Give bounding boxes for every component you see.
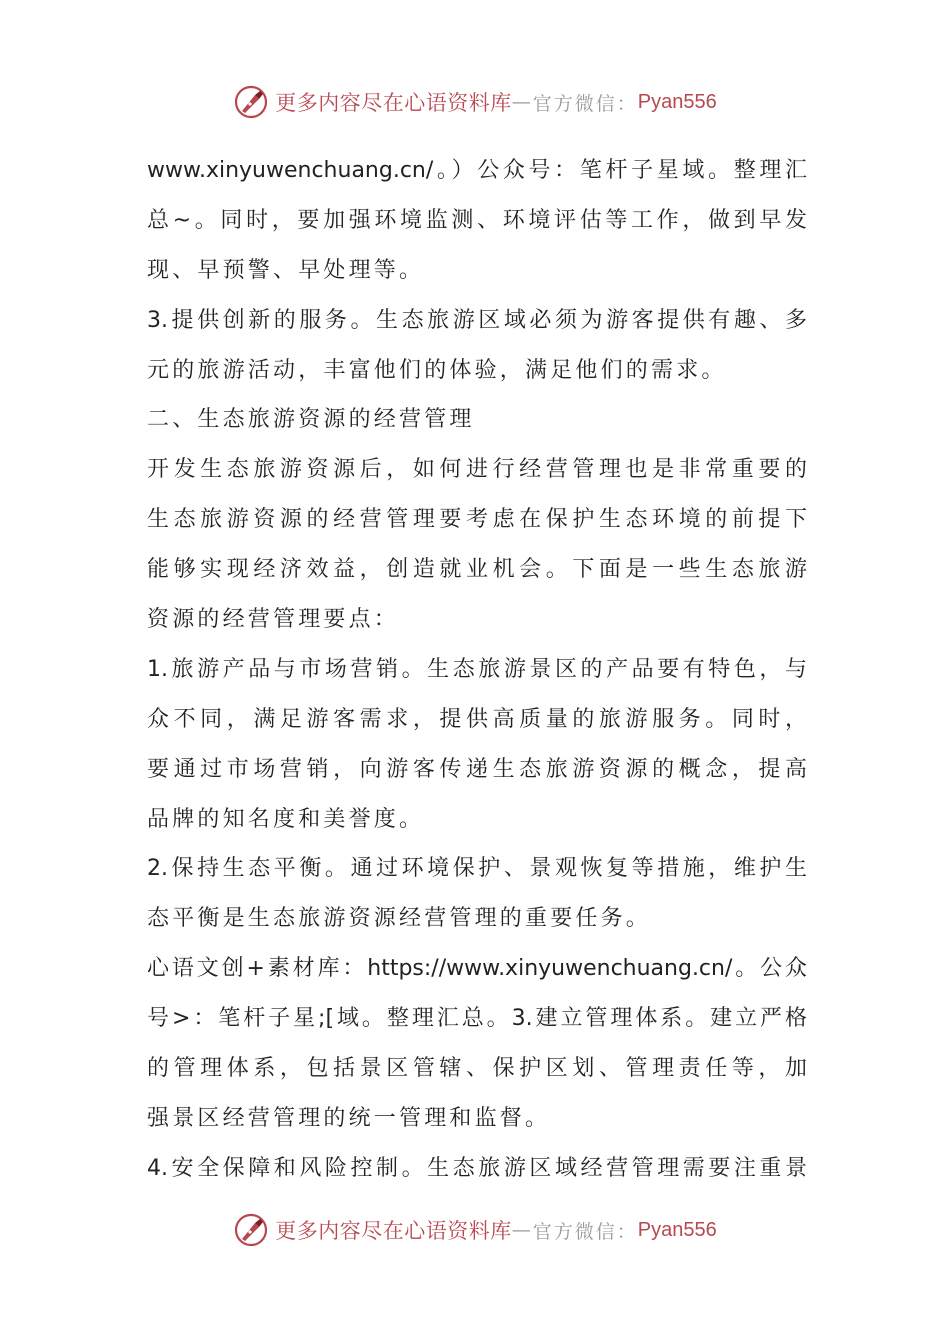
text-line-1: www.xinyuwenchuang.cn/。）公众号：笔杆子星域。整理汇 bbox=[147, 158, 807, 183]
text-line-15: 2.保持生态平衡。通过环境保护、景观恢复等措施，维护生 bbox=[147, 856, 807, 882]
text-line-19: 的管理体系，包括景区管辖、保护区划、管理责任等，加 bbox=[147, 1056, 807, 1082]
footer-banner-official-label: 官方微信： bbox=[532, 1220, 638, 1243]
text-line-12: 众不同，满足游客需求，提供高质量的旅游服务。同时， bbox=[147, 706, 807, 732]
text-line-13: 要通过市场营销，向游客传递生态旅游资源的概念，提高 bbox=[147, 756, 807, 782]
text-line-5: 元的旅游活动，丰富他们的体验，满足他们的需求。 bbox=[147, 357, 727, 383]
document-body bbox=[147, 146, 807, 1194]
pen-nib-logo-icon bbox=[233, 84, 269, 120]
text-line-18: 号>：笔杆子星;[域。整理汇总。3.建立管理体系。建立严格 bbox=[147, 1006, 807, 1032]
pen-nib-logo-icon bbox=[233, 1212, 269, 1248]
text-line-3: 现、早预警、早处理等。 bbox=[147, 257, 425, 283]
text-line-16: 态平衡是生态旅游资源经营管理的重要任务。 bbox=[147, 906, 652, 932]
text-line-11: 1.旅游产品与市场营销。生态旅游景区的产品要有特色，与 bbox=[147, 656, 807, 682]
text-line-2: 总~。同时，要加强环境监测、环境评估等工作，做到早发 bbox=[147, 207, 807, 233]
header-banner bbox=[0, 80, 950, 124]
text-line-10: 资源的经营管理要点： bbox=[147, 607, 400, 633]
footer-banner bbox=[0, 1208, 950, 1252]
text-line-7: 开发生态旅游资源后，如何进行经营管理也是非常重要的 bbox=[147, 457, 807, 483]
footer-banner-text: 更多内容尽在心语资料库 bbox=[275, 1219, 512, 1243]
text-line-21: 4.安全保障和风险控制。生态旅游区域经营管理需要注重景 bbox=[147, 1155, 807, 1181]
text-line-17: 心语文创+素材库：https://www.xinyuwenchuang.cn/。公众 bbox=[147, 956, 807, 982]
footer-banner-wechat-id: Pyan556 bbox=[637, 1218, 717, 1241]
banner-official-label: 官方微信： bbox=[532, 92, 638, 115]
banner-text: 更多内容尽在心语资料库 bbox=[275, 91, 512, 115]
text-line-14: 品牌的知名度和美誉度。 bbox=[147, 806, 425, 832]
section-heading: 二、生态旅游资源的经营管理 bbox=[147, 407, 475, 433]
footer-banner-dash: — bbox=[511, 1219, 533, 1241]
text-line-8: 生态旅游资源的经营管理要考虑在保护生态环境的前提下 bbox=[147, 507, 807, 533]
text-line-9: 能够实现经济效益，创造就业机会。下面是一些生态旅游 bbox=[147, 557, 807, 583]
banner-wechat-id: Pyan556 bbox=[637, 90, 717, 113]
text-line-4: 3.提供创新的服务。生态旅游区域必须为游客提供有趣、多 bbox=[147, 307, 807, 333]
banner-dash: — bbox=[511, 91, 533, 113]
text-line-20: 强景区经营管理的统一管理和监督。 bbox=[147, 1105, 551, 1131]
